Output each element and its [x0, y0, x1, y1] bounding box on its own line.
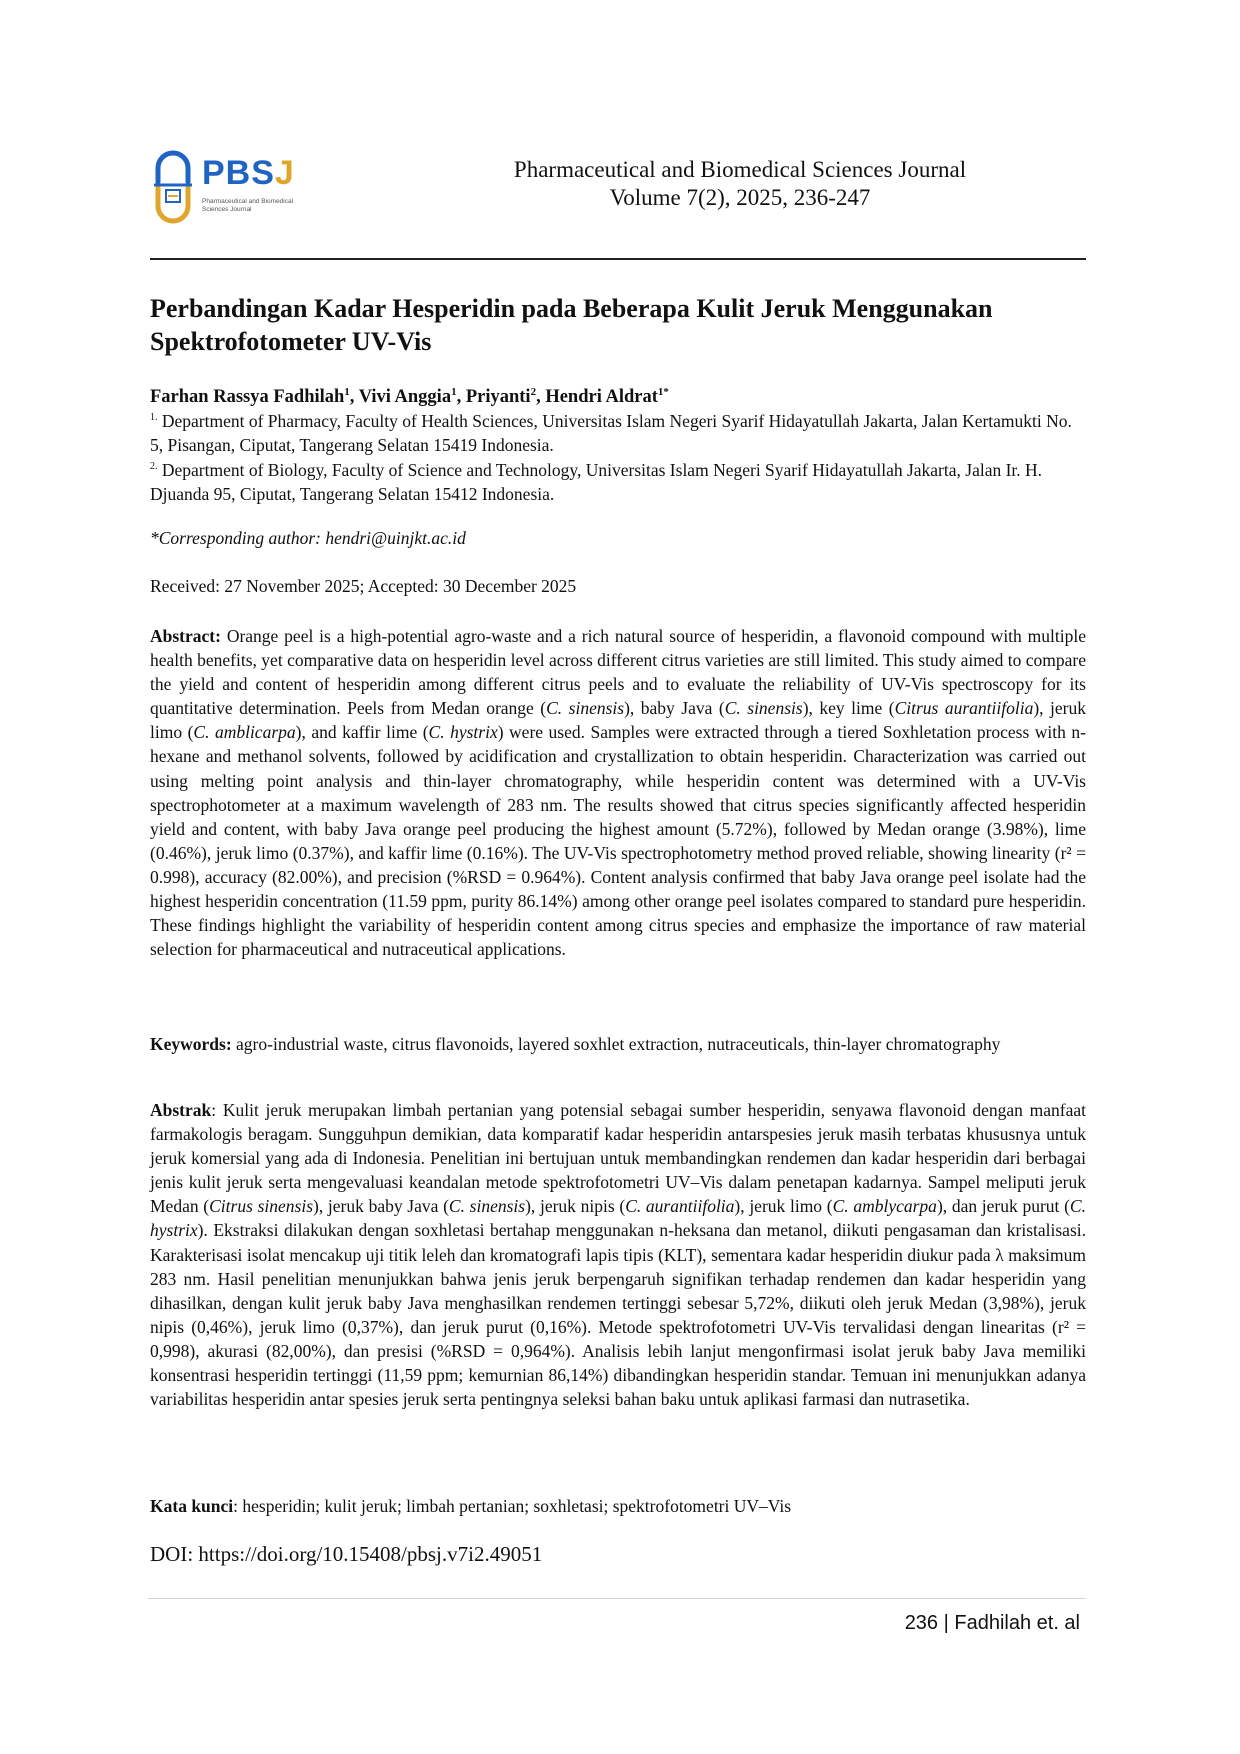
author-name: Farhan Rassya Fadhilah — [150, 387, 345, 408]
author-name: Vivi Anggia — [358, 387, 452, 408]
received-dates: Received: 27 November 2025; Accepted: 30 December 2025 — [150, 576, 577, 596]
author-name: Priyanti — [465, 387, 531, 408]
author-affiliation-mark: 2 — [530, 386, 537, 398]
keywords-label: Keywords: — [150, 1034, 232, 1054]
keywords: Keywords: agro-industrial waste, citrus flavonoids, layered soxhlet extraction, nutraceuticals, thin-layer chromatography — [150, 1034, 1001, 1054]
abstrak-label: Abstrak — [150, 1100, 212, 1120]
author-affiliation-mark: 1* — [657, 386, 669, 398]
abstract-label: Abstract: — [150, 626, 221, 646]
footer-divider — [148, 1598, 1086, 1599]
journal-logo — [150, 148, 300, 226]
abstract-indonesian: Abstrak: Kulit jeruk merupakan limbah pertanian yang potensial sebagai sumber hesperidin, senyawa flavonoid dengan manfaat farmakologis beragam. Sungguhpun demikian, data komparatif kadar hesperidin antarspesies jeruk masih terbatas khususnya untuk jeruk komersial yang ada di Indonesia. Penelitian ini bertujuan untuk membandingkan rendemen dan kadar hesperidin dari berbagai jenis kulit jeruk serta mengevaluasi keandalan metode spektrofotometri UV–Vis dalam penetapan kadarnya. Sampel meliputi jeruk Medan (Citrus sinensis), jeruk baby Java (C. sinensis), jeruk nipis (C. aurantiifolia), jeruk limo (C. amblycarpa), dan jeruk purut (C. hystrix). Ekstraksi dilakukan dengan soxhletasi bertahap menggunakan n-heksana dan metanol, diikuti pengasaman dan kristalisasi. Karakterisasi isolat mencakup uji titik leleh dan kromatografi lapis tipis (KLT), sementara kadar hesperidin diukur pada λ maksimum 283 nm. Hasil penelitian menunjukkan bahwa jenis jeruk berpengaruh signifikan terhadap rendemen dan kadar hesperidin yang dihasilkan, dengan kulit jeruk baby Java menghasilkan rendemen tertinggi sebesar 5,72%, diikuti oleh jeruk Medan (3,98%), jeruk nipis (0,46%), jeruk limo (0,37%), dan jeruk purut (0,16%). Metode spektrofotometri UV-Vis tervalidasi dengan linearitas (r² = 0,998), akurasi (82,00%), dan presisi (%RSD = 0,964%). Analisis lebih lanjut mengonfirmasi isolat jeruk baby Java memiliki konsentrasi hesperidin tertinggi (11,59 ppm; kemurnian 86,14%) dibandingkan hesperidin standar. Temuan ini menunjukkan adanya variabilitas hesperidin antar spesies jeruk serta pentingnya seleksi bahan baku untuk aplikasi farmasi dan nutrasetika. — [150, 1100, 1086, 1410]
corresponding-author: *Corresponding author: hendri@uinjkt.ac.id — [150, 528, 466, 548]
abstract-english: Abstract: Orange peel is a high-potential agro-waste and a rich natural source of hesperidin, a flavonoid compound with multiple health benefits, yet comparative data on hesperidin level across different citrus varieties are still limited. This study aimed to compare the yield and content of hesperidin among different citrus peels and to evaluate the reliability of UV-Vis spectroscopy for its quantitative determination. Peels from Medan orange (C. sinensis), baby Java (C. sinensis), key lime (Citrus aurantiifolia), jeruk limo (C. amblicarpa), and kaffir lime (C. hystrix) were used. Samples were extracted through a tiered Soxhletation process with n-hexane and methanol solvents, followed by acidification and crystallization to obtain hesperidin. Characterization was carried out using melting point analysis and thin-layer chromatography, while hesperidin content was determined with a UV-Vis spectrophotometer at a maximum wavelength of 283 nm. The results showed that citrus species significantly affected hesperidin yield and content, with baby Java orange peel producing the highest amount (5.72%), followed by Medan orange (3.98%), lime (0.46%), jeruk limo (0.37%), and kaffir lime (0.16%). The UV-Vis spectrophotometry method proved reliable, showing linearity (r² = 0.998), accuracy (82.00%), and precision (%RSD = 0.964%). Content analysis confirmed that baby Java orange peel isolate had the highest hesperidin concentration (11.59 ppm, purity 86.14%) among other orange peel isolates compared to standard pure hesperidin. These findings highlight the variability of hesperidin content among citrus species and emphasize the importance of raw material selection for pharmaceutical and nutraceutical applications. — [150, 626, 1086, 960]
author-affiliation-mark: 1 — [451, 386, 457, 398]
kata-kunci-label: Kata kunci — [150, 1496, 234, 1516]
article-title: Perbandingan Kadar Hesperidin pada Beberapa Kulit Jeruk Menggunakan Spektrofotometer UV-Vis — [150, 294, 993, 356]
logo-wordmark: PBSJ — [202, 154, 295, 192]
author-name: Hendri Aldrat — [545, 387, 658, 408]
journal-name: Pharmaceutical and Biomedical Sciences Journal — [513, 157, 967, 182]
affiliation-2: $^{2.}$ Department of Biology, Faculty of Science and Technology, Universitas Islam Negeri Syarif Hidayatullah Jakarta, Jalan Ir. H. Djuanda 95, Ciputat, Tangerang Selatan 15412 Indonesia. — [150, 459, 1043, 504]
kata-kunci: Kata kunci: hesperidin; kulit jeruk; limbah pertanian; soxhletasi; spektrofotometri UV–Vis — [150, 1496, 792, 1516]
logo-subtitle: Pharmaceutical and Biomedical Sciences Journal — [202, 198, 294, 213]
author-list: Farhan Rassya Fadhilah$^1$, Vivi Anggia$^1$, Priyanti$^2$, Hendri Aldrat$^{1*}$ — [150, 386, 669, 408]
journal-header — [420, 156, 1060, 212]
page-footer: 236 | Fadhilah et. al — [904, 1612, 1080, 1634]
capsule-icon — [150, 148, 196, 226]
affiliation-1: $^{1.}$ Department of Pharmacy, Faculty of Health Sciences, Universitas Islam Negeri Syarif Hidayatullah Jakarta, Jalan Kertamukti No. 5, Pisangan, Ciputat, Tangerang Selatan 15419 Indonesia. — [150, 410, 1072, 455]
header-divider — [150, 258, 1086, 260]
author-affiliation-mark: 1 — [344, 386, 350, 398]
doi-link[interactable]: DOI: https://doi.org/10.15408/pbsj.v7i2.49051 — [150, 1542, 543, 1566]
journal-volume: Volume 7(2), 2025, 236-247 — [609, 185, 871, 210]
